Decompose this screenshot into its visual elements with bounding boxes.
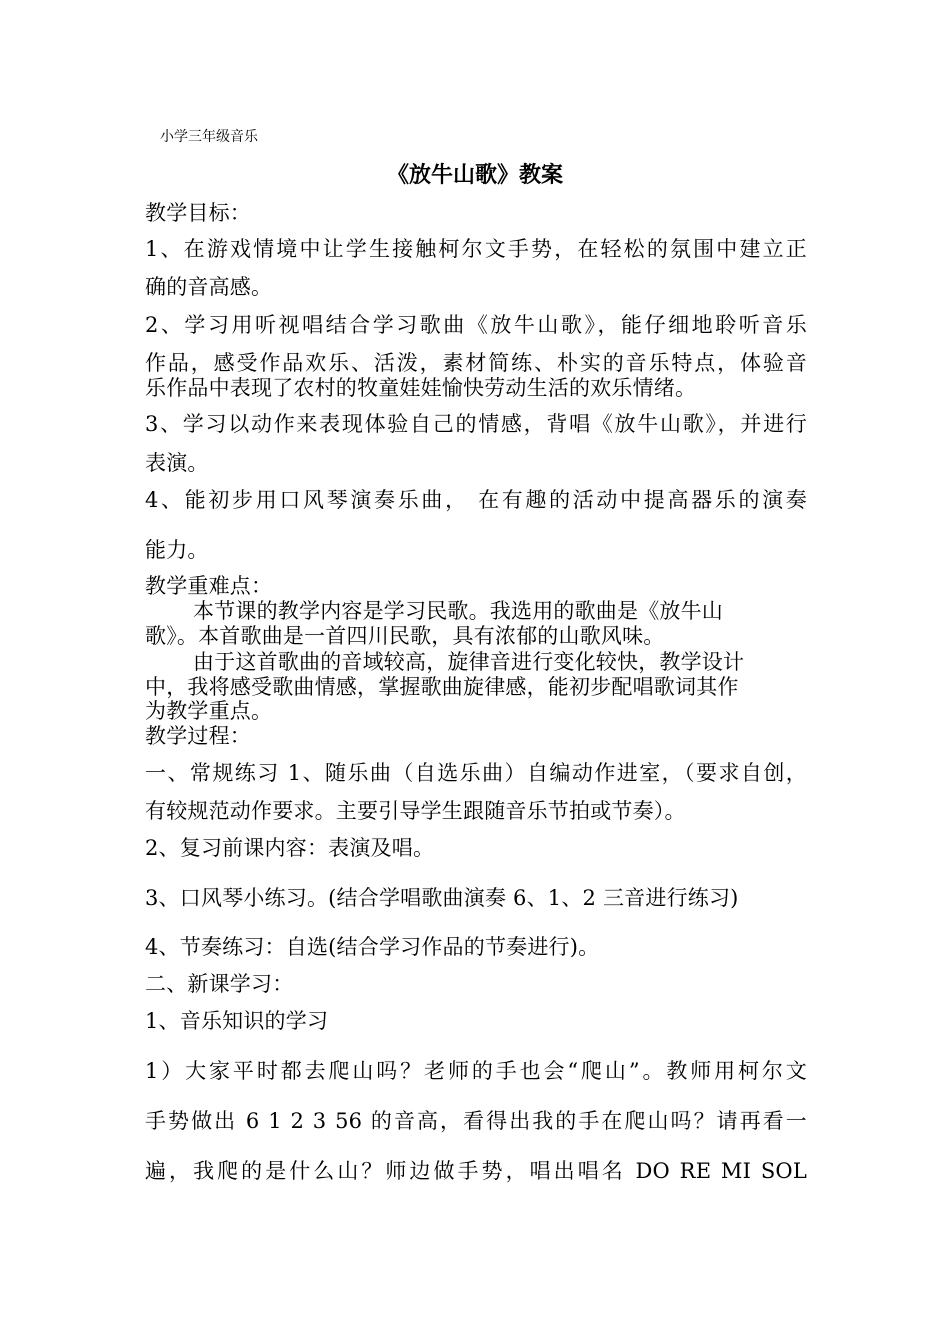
paragraph-line: 为教学重点。	[145, 699, 273, 723]
paragraph-line: 1、在游戏情境中让学生接触柯尔文手势，在轻松的氛围中建立正	[145, 237, 807, 261]
paragraph-line: 中，我将感受歌曲情感，掌握歌曲旋律感，能初步配唱歌词其作	[145, 675, 739, 699]
paragraph-line: 由于这首歌曲的音域较高，旋律音进行变化较快，教学设计	[193, 650, 745, 674]
paragraph-line: 有较规范动作要求。主要引导学生跟随音乐节拍或节奏）。	[145, 799, 686, 823]
paragraph-line: 一、常规练习 1、随乐曲（自选乐曲）自编动作进室，（要求自创，	[145, 761, 807, 785]
paragraph-line: 乐作品中表现了农村的牧童娃娃愉快劳动生活的欢乐情绪。	[145, 376, 697, 400]
paragraph-line: 3、口风琴小练习。(结合学唱歌曲演奏 6、1、2 三音进行练习)	[145, 886, 739, 910]
paragraph-line: 2、学习用听视唱结合学习歌曲《放牛山歌》，能仔细地聆听音乐	[145, 313, 807, 337]
paragraph-line: 2、复习前课内容：表演及唱。	[145, 836, 435, 860]
document-title: 《放牛山歌》教案	[386, 162, 563, 188]
paragraph-line: 确的音高感。	[145, 275, 273, 299]
paragraph-line: 4、节奏练习：自选(结合学习作品的节奏进行)。	[145, 935, 600, 959]
paragraph-line: 表演。	[145, 451, 209, 475]
paragraph-line: 遍，我爬的是什么山？师边做手势，唱出唱名 DO RE MI SOL	[145, 1159, 807, 1183]
section-heading-key-points: 教学重难点：	[145, 574, 273, 598]
paragraph-line: 4、能初步用口风琴演奏乐曲， 在有趣的活动中提高器乐的演奏	[145, 488, 807, 512]
paragraph-line: 3、学习以动作来表现体验自己的情感，背唱《放牛山歌》，并进行	[145, 412, 807, 436]
section-heading-process: 教学过程：	[145, 724, 251, 748]
subject-label: 小学三年级音乐	[160, 129, 258, 145]
paragraph-line: 1、音乐知识的学习	[145, 1009, 329, 1033]
paragraph-line: 手势做出 6 1 2 3 56 的音高，看得出我的手在爬山吗？请再看一	[145, 1109, 807, 1133]
paragraph-line: 1）大家平时都去爬山吗？老师的手也会“爬山”。教师用柯尔文	[145, 1059, 807, 1083]
section-heading-new-lesson: 二、新课学习：	[145, 972, 294, 996]
paragraph-line: 本节课的教学内容是学习民歌。我选用的歌曲是《放牛山	[193, 599, 723, 623]
paragraph-line: 作品，感受作品欢乐、活泼，素材简练、朴实的音乐特点，体验音	[145, 351, 807, 375]
section-heading-objectives: 教学目标：	[145, 201, 251, 225]
paragraph-line: 能力。	[145, 538, 209, 562]
paragraph-line: 歌》。本首歌曲是一首四川民歌，具有浓郁的山歌风味。	[145, 624, 665, 648]
